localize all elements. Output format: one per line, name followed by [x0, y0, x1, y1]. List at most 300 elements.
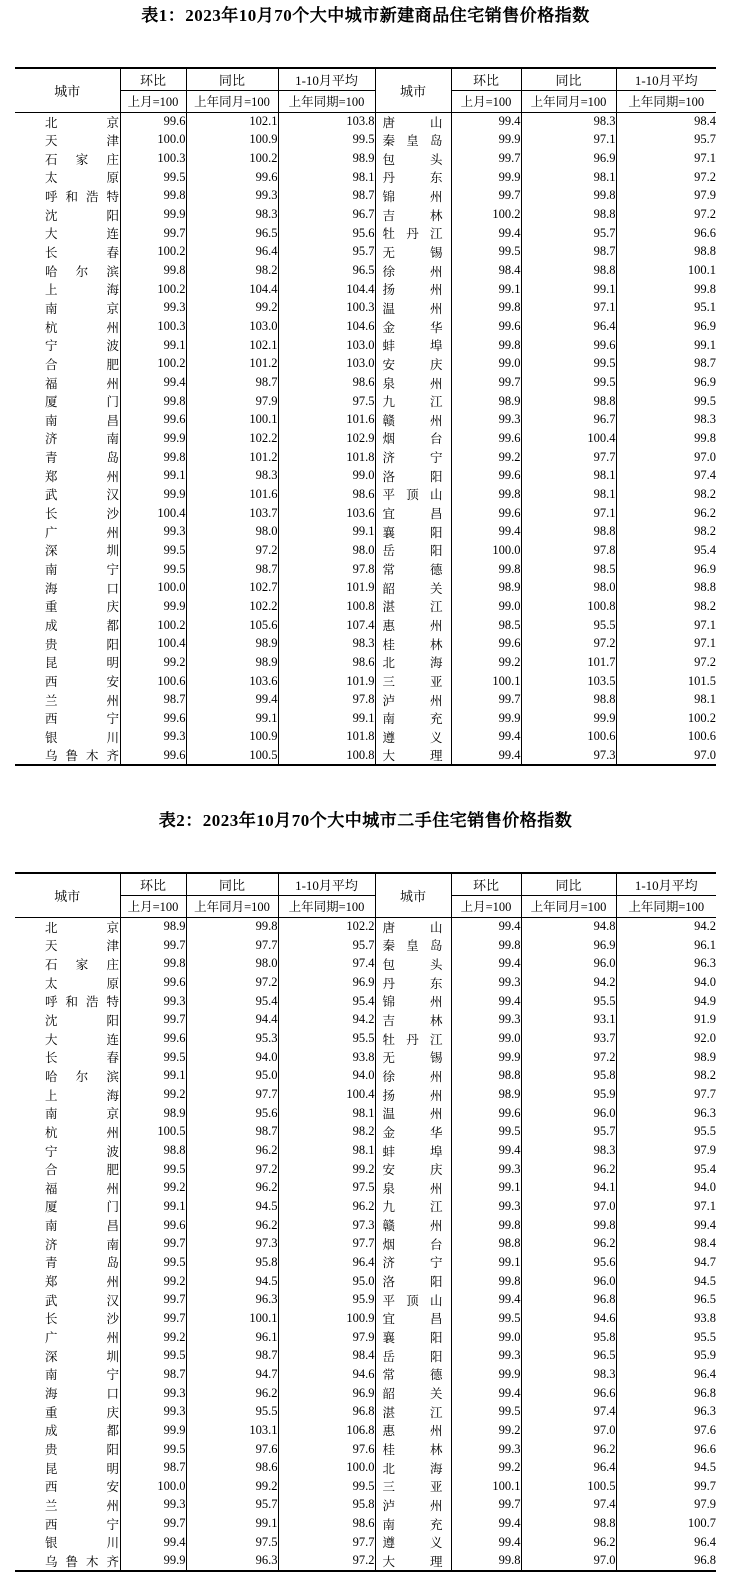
avg-value: 97.0	[616, 746, 716, 765]
mom-value: 99.5	[120, 1160, 186, 1179]
city-name-text: 牡丹江	[382, 227, 443, 242]
yoy-value: 100.8	[521, 597, 616, 616]
header-row-top	[15, 873, 716, 895]
city-name-text: 西安	[45, 675, 119, 690]
table-row	[15, 1067, 716, 1086]
city-name	[15, 168, 120, 187]
yoy-value: 97.4	[521, 1496, 616, 1515]
table-row	[15, 1533, 716, 1552]
avg-value: 97.6	[278, 1440, 375, 1459]
table-row	[15, 1104, 716, 1123]
city-name	[15, 653, 120, 672]
table-row	[15, 448, 716, 467]
city-name-text: 厦门	[45, 1200, 119, 1215]
col-header-mom: 环比	[451, 873, 521, 895]
avg-value: 94.5	[616, 1272, 716, 1291]
avg-value: 98.1	[278, 168, 375, 187]
yoy-value: 96.2	[186, 1216, 278, 1235]
avg-value: 99.0	[278, 466, 375, 485]
avg-value: 94.0	[278, 1067, 375, 1086]
yoy-value: 102.1	[186, 336, 278, 355]
city-name	[15, 1104, 120, 1123]
city-name-text: 三亚	[382, 1480, 443, 1495]
table-row	[15, 131, 716, 150]
city-name-text: 南宁	[45, 563, 119, 578]
mom-value: 99.5	[120, 1346, 186, 1365]
table-row	[15, 973, 716, 992]
table-row	[15, 1123, 716, 1142]
city-name-text: 九江	[382, 1200, 443, 1215]
table-row	[15, 168, 716, 187]
mom-value: 99.3	[451, 1346, 521, 1365]
city-name-text: 无锡	[382, 245, 443, 260]
city-name	[375, 1048, 451, 1067]
city-name	[375, 224, 451, 243]
avg-value: 97.2	[616, 168, 716, 187]
city-name	[15, 317, 120, 336]
mom-value: 100.0	[120, 131, 186, 150]
city-name-text: 泸州	[382, 693, 443, 708]
mom-value: 99.8	[451, 1552, 521, 1571]
avg-value: 104.4	[278, 280, 375, 299]
yoy-value: 95.3	[186, 1029, 278, 1048]
yoy-value: 97.7	[186, 936, 278, 955]
avg-value: 97.9	[616, 187, 716, 206]
yoy-value: 98.8	[521, 392, 616, 411]
avg-value: 94.2	[616, 917, 716, 936]
yoy-value: 97.5	[186, 1533, 278, 1552]
city-name-text: 长沙	[45, 1312, 119, 1327]
city-name-text: 南宁	[45, 1368, 119, 1383]
avg-value: 98.1	[616, 690, 716, 709]
avg-value: 99.7	[616, 1477, 716, 1496]
city-name	[15, 392, 120, 411]
city-name	[15, 1309, 120, 1328]
city-name-text: 乌鲁木齐	[45, 1554, 119, 1569]
yoy-value: 103.0	[186, 317, 278, 336]
table-row	[15, 917, 716, 936]
mom-value: 99.9	[451, 1048, 521, 1067]
city-name	[375, 973, 451, 992]
city-name-text: 岳阳	[382, 1349, 443, 1364]
avg-value: 101.5	[616, 672, 716, 691]
city-name-text: 桂林	[382, 1443, 443, 1458]
col-header-yoy: 同比	[186, 873, 278, 895]
avg-value: 95.5	[616, 1123, 716, 1142]
city-name-text: 九江	[382, 395, 443, 410]
yoy-value: 98.8	[521, 205, 616, 224]
city-name	[375, 317, 451, 336]
city-name	[375, 504, 451, 523]
col-header-city: 城市	[15, 873, 120, 917]
yoy-value: 100.1	[186, 411, 278, 430]
yoy-value: 96.2	[186, 1179, 278, 1198]
table-row	[15, 1272, 716, 1291]
city-name	[375, 112, 451, 131]
mom-value: 99.9	[451, 709, 521, 728]
mom-value: 99.3	[120, 1496, 186, 1515]
yoy-value: 100.9	[186, 728, 278, 747]
avg-value: 95.6	[278, 224, 375, 243]
city-name	[15, 1085, 120, 1104]
yoy-value: 98.6	[186, 1458, 278, 1477]
yoy-value: 97.1	[521, 299, 616, 318]
city-name	[15, 336, 120, 355]
mom-value: 99.6	[451, 634, 521, 653]
mom-value: 99.8	[451, 1272, 521, 1291]
mom-value: 99.3	[451, 1440, 521, 1459]
avg-value: 98.2	[278, 1123, 375, 1142]
city-name-text: 合肥	[45, 1163, 119, 1178]
mom-value: 98.9	[451, 578, 521, 597]
avg-value: 94.9	[616, 992, 716, 1011]
city-name	[375, 522, 451, 541]
city-name-text: 金华	[382, 1125, 443, 1140]
city-name	[15, 1365, 120, 1384]
city-name-text: 武汉	[45, 1293, 119, 1308]
city-name-text: 温州	[382, 301, 443, 316]
col-header-avg: 1-10月平均	[616, 873, 716, 895]
yoy-value: 95.6	[521, 1253, 616, 1272]
table-row	[15, 709, 716, 728]
city-name-text: 赣州	[382, 1219, 443, 1234]
yoy-value: 100.6	[521, 728, 616, 747]
city-name	[375, 299, 451, 318]
col-header-yoy-base: 上年同月=100	[521, 90, 616, 112]
mom-value: 100.2	[120, 355, 186, 374]
city-name	[375, 1384, 451, 1403]
city-name	[375, 653, 451, 672]
avg-value: 96.8	[616, 1384, 716, 1403]
yoy-value: 96.4	[521, 1458, 616, 1477]
avg-value: 98.4	[616, 1234, 716, 1253]
yoy-value: 98.0	[521, 578, 616, 597]
mom-value: 99.6	[120, 1029, 186, 1048]
mom-value: 99.4	[451, 224, 521, 243]
table-row	[15, 597, 716, 616]
city-name	[15, 672, 120, 691]
city-name-text: 石家庄	[45, 957, 119, 972]
city-name-text: 三亚	[382, 675, 443, 690]
header-row-base	[15, 90, 716, 112]
yoy-value: 96.5	[521, 1346, 616, 1365]
city-name	[15, 1011, 120, 1030]
city-name	[375, 1216, 451, 1235]
city-name	[375, 1514, 451, 1533]
yoy-value: 102.1	[186, 112, 278, 131]
yoy-value: 95.7	[521, 224, 616, 243]
city-name	[375, 1272, 451, 1291]
city-name-text: 武汉	[45, 488, 119, 503]
mom-value: 99.4	[451, 522, 521, 541]
city-name-text: 杭州	[45, 1125, 119, 1140]
mom-value: 99.2	[120, 1085, 186, 1104]
yoy-value: 94.4	[186, 1011, 278, 1030]
city-name	[15, 1029, 120, 1048]
yoy-value: 100.1	[186, 1309, 278, 1328]
yoy-value: 97.2	[186, 541, 278, 560]
mom-value: 99.4	[451, 728, 521, 747]
avg-value: 100.7	[616, 1514, 716, 1533]
yoy-value: 97.1	[521, 504, 616, 523]
city-name-text: 昆明	[45, 1461, 119, 1476]
city-name-text: 金华	[382, 320, 443, 335]
yoy-value: 98.8	[521, 522, 616, 541]
yoy-value: 101.2	[186, 355, 278, 374]
city-name	[15, 1141, 120, 1160]
city-name	[15, 504, 120, 523]
table-row	[15, 1365, 716, 1384]
city-name-text: 重庆	[45, 1405, 119, 1420]
mom-value: 99.7	[120, 1011, 186, 1030]
yoy-value: 99.6	[521, 336, 616, 355]
avg-value: 96.6	[616, 224, 716, 243]
mom-value: 99.7	[120, 1309, 186, 1328]
avg-value: 94.0	[616, 973, 716, 992]
avg-value: 106.8	[278, 1421, 375, 1440]
yoy-value: 98.3	[186, 466, 278, 485]
city-name-text: 徐州	[382, 1069, 443, 1084]
avg-value: 102.2	[278, 917, 375, 936]
city-name-text: 湛江	[382, 600, 443, 615]
city-name-text: 宜昌	[382, 507, 443, 522]
city-name	[375, 917, 451, 936]
city-name-text: 青岛	[45, 1256, 119, 1271]
city-name-text: 南昌	[45, 413, 119, 428]
header-row-base	[15, 895, 716, 917]
table-row	[15, 955, 716, 974]
avg-value: 97.9	[616, 1496, 716, 1515]
yoy-value: 98.0	[186, 522, 278, 541]
city-name-text: 丹东	[382, 976, 443, 991]
city-name-text: 杭州	[45, 320, 119, 335]
avg-value: 95.7	[278, 936, 375, 955]
city-name-text: 烟台	[382, 432, 443, 447]
mom-value: 99.5	[120, 1048, 186, 1067]
city-name-text: 丹东	[382, 171, 443, 186]
yoy-value: 95.8	[186, 1253, 278, 1272]
mom-value: 99.0	[451, 1328, 521, 1347]
mom-value: 99.7	[451, 149, 521, 168]
city-name-text: 呼和浩特	[45, 189, 119, 204]
city-name	[15, 466, 120, 485]
city-name-text: 成都	[45, 1424, 119, 1439]
mom-value: 99.4	[451, 917, 521, 936]
city-name	[15, 448, 120, 467]
yoy-value: 99.1	[186, 709, 278, 728]
yoy-value: 98.3	[186, 205, 278, 224]
city-name	[15, 1496, 120, 1515]
mom-value: 98.9	[120, 1104, 186, 1123]
yoy-value: 94.5	[186, 1197, 278, 1216]
mom-value: 99.1	[451, 1179, 521, 1198]
city-name	[15, 634, 120, 653]
mom-value: 99.9	[120, 485, 186, 504]
city-name-text: 包头	[382, 152, 443, 167]
avg-value: 101.8	[278, 728, 375, 747]
mom-value: 99.5	[451, 1402, 521, 1421]
mom-value: 99.3	[120, 992, 186, 1011]
avg-value: 95.1	[616, 299, 716, 318]
mom-value: 100.3	[120, 317, 186, 336]
mom-value: 98.9	[451, 392, 521, 411]
city-name-text: 湛江	[382, 1405, 443, 1420]
yoy-value: 97.1	[521, 131, 616, 150]
yoy-value: 103.6	[186, 672, 278, 691]
city-name	[375, 1496, 451, 1515]
city-name	[375, 448, 451, 467]
mom-value: 99.4	[451, 1384, 521, 1403]
city-name	[375, 243, 451, 262]
mom-value: 100.5	[120, 1123, 186, 1142]
city-name-text: 遵义	[382, 730, 443, 745]
city-name-text: 石家庄	[45, 152, 119, 167]
yoy-value: 94.2	[521, 973, 616, 992]
yoy-value: 96.0	[521, 955, 616, 974]
avg-value: 95.5	[616, 1328, 716, 1347]
mom-value: 99.8	[451, 560, 521, 579]
mom-value: 100.2	[120, 280, 186, 299]
city-name-text: 西安	[45, 1480, 119, 1495]
city-name	[375, 709, 451, 728]
city-name	[375, 187, 451, 206]
yoy-value: 95.5	[521, 616, 616, 635]
avg-value: 99.5	[278, 131, 375, 150]
table2-title: 表2：2023年10月70个大中城市二手住宅销售价格指数	[158, 811, 573, 831]
city-name	[15, 429, 120, 448]
mom-value: 99.3	[451, 1160, 521, 1179]
table-row	[15, 504, 716, 523]
city-name-text: 北京	[45, 920, 119, 935]
city-name-text: 青岛	[45, 451, 119, 466]
city-name-text: 天津	[45, 133, 119, 148]
city-name-text: 安庆	[382, 1163, 443, 1178]
avg-value: 96.3	[616, 1104, 716, 1123]
city-name-text: 银川	[45, 730, 119, 745]
table1-body	[15, 112, 716, 765]
table-row	[15, 1048, 716, 1067]
city-name	[15, 187, 120, 206]
city-name-text: 南充	[382, 712, 443, 727]
table-row	[15, 560, 716, 579]
yoy-value: 100.2	[186, 149, 278, 168]
avg-value: 94.6	[278, 1365, 375, 1384]
city-name-text: 银川	[45, 1536, 119, 1551]
avg-value: 99.4	[616, 1216, 716, 1235]
city-name	[375, 1123, 451, 1142]
city-name	[15, 955, 120, 974]
col-header-yoy: 同比	[521, 68, 616, 90]
mom-value: 100.1	[451, 672, 521, 691]
city-name	[375, 541, 451, 560]
yoy-value: 97.0	[521, 1421, 616, 1440]
table-row	[15, 728, 716, 747]
avg-value: 96.5	[278, 261, 375, 280]
mom-value: 99.7	[451, 690, 521, 709]
mom-value: 99.4	[120, 373, 186, 392]
city-name-text: 海口	[45, 1387, 119, 1402]
yoy-value: 98.3	[521, 112, 616, 131]
city-name-text: 秦皇岛	[382, 133, 443, 148]
avg-value: 101.8	[278, 448, 375, 467]
table-row	[15, 1477, 716, 1496]
mom-value: 99.4	[451, 746, 521, 765]
city-name	[375, 936, 451, 955]
city-name	[15, 485, 120, 504]
mom-value: 98.7	[120, 1458, 186, 1477]
table-row	[15, 578, 716, 597]
mom-value: 99.9	[451, 168, 521, 187]
table-row	[15, 1085, 716, 1104]
city-name-text: 沈阳	[45, 1013, 119, 1028]
city-name-text: 锦州	[382, 189, 443, 204]
city-name	[15, 1346, 120, 1365]
yoy-value: 96.1	[186, 1328, 278, 1347]
city-name-text: 北海	[382, 1461, 443, 1476]
city-name-text: 常德	[382, 1368, 443, 1383]
city-name-text: 遵义	[382, 1536, 443, 1551]
mom-value: 99.2	[451, 1458, 521, 1477]
mom-value: 99.2	[120, 1328, 186, 1347]
city-name	[375, 1440, 451, 1459]
col-header-yoy-base: 上年同月=100	[186, 90, 278, 112]
mom-value: 99.3	[451, 411, 521, 430]
city-name-text: 洛阳	[382, 1275, 443, 1290]
avg-value: 98.9	[278, 149, 375, 168]
city-name	[375, 597, 451, 616]
city-name-text: 合肥	[45, 357, 119, 372]
mom-value: 100.0	[120, 1477, 186, 1496]
avg-value: 92.0	[616, 1029, 716, 1048]
table-row	[15, 485, 716, 504]
mom-value: 99.2	[451, 1421, 521, 1440]
yoy-value: 97.4	[521, 1402, 616, 1421]
table-row	[15, 1197, 716, 1216]
city-name-text: 蚌埠	[382, 1144, 443, 1159]
city-name-text: 南充	[382, 1517, 443, 1532]
city-name-text: 郑州	[45, 469, 119, 484]
avg-value: 100.0	[278, 1458, 375, 1477]
avg-value: 97.2	[278, 1552, 375, 1571]
yoy-value: 97.3	[521, 746, 616, 765]
mom-value: 99.5	[120, 168, 186, 187]
city-name-text: 郑州	[45, 1275, 119, 1290]
city-name	[15, 373, 120, 392]
city-name-text: 平顶山	[382, 1293, 443, 1308]
city-name-text: 天津	[45, 939, 119, 954]
table-row	[15, 224, 716, 243]
mom-value: 99.3	[120, 728, 186, 747]
avg-value: 98.9	[616, 1048, 716, 1067]
avg-value: 99.8	[616, 429, 716, 448]
table-row	[15, 672, 716, 691]
city-name	[15, 1290, 120, 1309]
city-name-text: 韶关	[382, 1387, 443, 1402]
yoy-value: 95.6	[186, 1104, 278, 1123]
mom-value: 100.2	[451, 205, 521, 224]
city-name	[375, 1197, 451, 1216]
yoy-value: 97.2	[186, 973, 278, 992]
city-name-text: 大理	[382, 749, 443, 764]
city-name	[15, 299, 120, 318]
city-name	[15, 1477, 120, 1496]
mom-value: 99.8	[451, 336, 521, 355]
city-name-text: 常德	[382, 563, 443, 578]
avg-value: 103.0	[278, 355, 375, 374]
mom-value: 99.1	[120, 1197, 186, 1216]
mom-value: 98.5	[451, 616, 521, 635]
avg-value: 99.5	[616, 392, 716, 411]
